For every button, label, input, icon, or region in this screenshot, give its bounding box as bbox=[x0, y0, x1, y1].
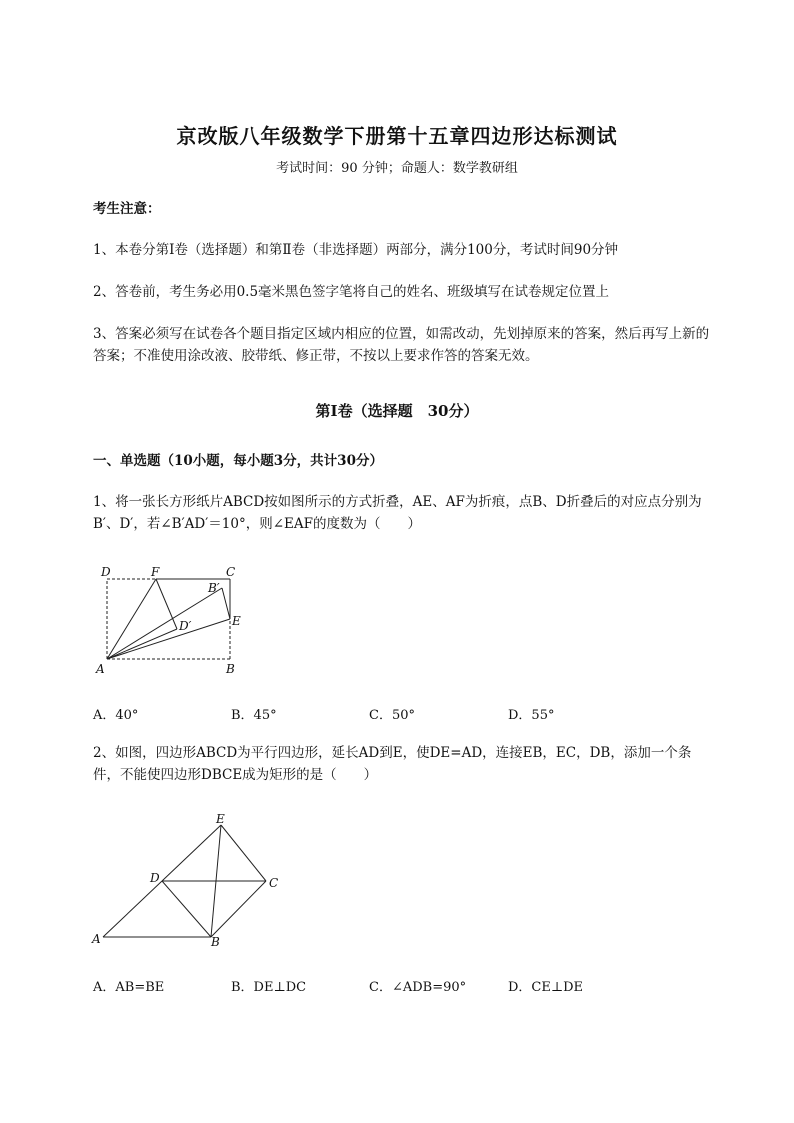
exam-info: 考试时间：90 分钟；命题人：数学教研组 bbox=[276, 161, 518, 176]
label-D-prime: D′ bbox=[179, 619, 192, 633]
edge-BC bbox=[211, 881, 266, 937]
label-B: B bbox=[226, 662, 235, 676]
question-1-options bbox=[93, 704, 713, 722]
segment-AD-prime bbox=[107, 629, 177, 659]
fold-AF bbox=[107, 579, 156, 659]
edge-DE bbox=[162, 825, 221, 881]
option-d[interactable]: D．55° bbox=[508, 708, 555, 723]
question-1-figure bbox=[90, 562, 260, 680]
option-a[interactable]: A．AB=BE bbox=[93, 980, 165, 995]
page-title: 京改版八年级数学下册第十五章四边形达标测试 bbox=[176, 124, 618, 148]
notice-item-2: 2、答卷前，考生务必用0.5毫米黑色签字笔将自己的姓名、班级填写在试卷规定位置上 bbox=[93, 284, 610, 300]
option-c[interactable]: C．∠ADB=90° bbox=[369, 980, 467, 995]
label-F: F bbox=[151, 565, 160, 579]
label-A: A bbox=[92, 932, 101, 946]
question-2-text: 2、如图，四边形ABCD为平行四边形，延长AD到E，使DE=AD，连接EB，EC，DB，添加一个条件，不能使四边形DBCE成为矩形的是（ ） bbox=[93, 745, 692, 783]
segment-FD-prime bbox=[156, 579, 177, 629]
label-D: D bbox=[101, 565, 111, 579]
label-C: C bbox=[226, 565, 236, 579]
option-c[interactable]: C．50° bbox=[369, 708, 415, 723]
option-b[interactable]: B．DE⊥DC bbox=[231, 980, 307, 995]
option-a[interactable]: A．40° bbox=[93, 708, 139, 723]
notice-heading: 考生注意： bbox=[93, 201, 161, 217]
fold-AE bbox=[107, 619, 230, 659]
label-E: E bbox=[216, 812, 225, 826]
label-E: E bbox=[232, 614, 241, 628]
notice-item-3: 3、答案必须写在试卷各个题目指定区域内相应的位置，如需改动，先划掉原来的答案，然后再写上新的答案；不准使用涂改液、胶带纸、修正带，不按以上要求作答的答案无效。 bbox=[93, 326, 710, 364]
label-B-prime: B′ bbox=[208, 581, 220, 595]
edge-EC bbox=[221, 825, 266, 881]
question-1-text: 1、将一张长方形纸片ABCD按如图所示的方式折叠，AE、AF为折痕，点B、D折叠后的对应点分别为B′、D′，若∠B′AD′＝10°，则∠EAF的度数为（ ） bbox=[93, 494, 702, 532]
label-C: C bbox=[269, 876, 279, 890]
question-2-figure bbox=[88, 810, 288, 950]
label-A: A bbox=[96, 662, 105, 676]
edge-AD bbox=[103, 881, 162, 937]
section-title: 一、单选题（10小题，每小题3分，共计30分） bbox=[93, 453, 383, 469]
notice-item-1: 1、本卷分第Ⅰ卷（选择题）和第Ⅱ卷（非选择题）两部分，满分100分，考试时间90分钟 bbox=[93, 242, 619, 258]
edge-DB bbox=[162, 881, 211, 937]
question-2-options bbox=[93, 976, 713, 994]
segment-B-prime-E bbox=[222, 588, 230, 619]
label-B: B bbox=[211, 935, 220, 949]
option-b[interactable]: B．45° bbox=[231, 708, 277, 723]
option-d[interactable]: D．CE⊥DE bbox=[508, 980, 583, 995]
label-D: D bbox=[150, 871, 160, 885]
part-title: 第Ⅰ卷（选择题 30分） bbox=[315, 402, 479, 420]
